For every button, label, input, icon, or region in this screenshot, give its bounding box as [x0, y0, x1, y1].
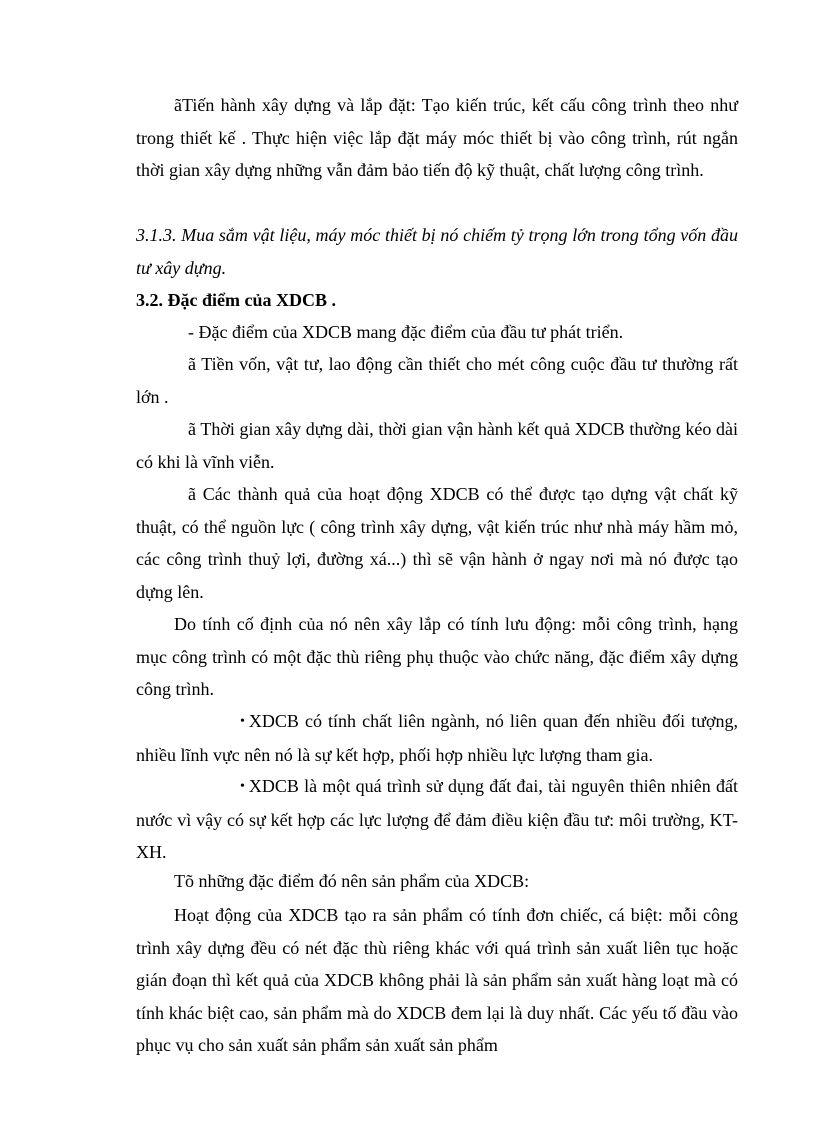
paragraph-fixed-nature: Do tính cố định của nó nên xây lắp có tính lưu động: mỗi công trình, hạng mục công trình có một đặc thù riêng phụ thuộc vào chức năng, đặc điểm xây dựng công trình. [136, 614, 738, 699]
subheading-3-1-3: 3.1.3. Mua sắm vật liệu, máy móc thiết bị nó chiếm tỷ trọng lớn trong tổng vốn đầu tư xây dựng. [136, 225, 738, 278]
paragraph-capital: ã Tiền vốn, vật tư, lao động cần thiết cho mét công cuộc đầu tư thường rất lớn . [136, 354, 738, 407]
bullet-item-land-use: • XDCB là một quá trình sử dụng đất đai, tài nguyên thiên nhiên đất nước vì vậy có sự kết hợp các lực lượng để đảm điều kiện đầu tư: môi trường, KT-XH. [136, 770, 738, 869]
bullet-item-interdisciplinary: • XDCB có tính chất liên ngành, nó liên quan đến nhiều đối tượng, nhiều lĩnh vực nên nó là sự kết hợp, phối hợp nhiều lực lượng tham gia. [136, 705, 738, 771]
paragraph-product-intro: Tõ những đặc điểm đó nên sản phẩm của XDCB: [174, 871, 530, 891]
section-heading-3-2: 3.2. Đặc điểm của XDCB . [136, 290, 336, 310]
paragraph-characteristics-intro: - Đặc điểm của XDCB mang đặc điểm của đầu tư phát triển. [188, 322, 624, 342]
paragraph-results: ã Các thành quả của hoạt động XDCB có thể được tạo dựng vật chất kỹ thuật, có thể nguồn lực ( công trình xây dựng, vật kiến trúc như nhà máy hầm mỏ, các công trình thuỷ lợi, đường xá...) thì sẽ vận hành ở ngay nơi mà nó được tạo dựng lên. [136, 484, 738, 602]
paragraph-construction-installation: ãTiến hành xây dựng và lắp đặt: Tạo kiến trúc, kết cấu công trình theo như trong thiết kế . Thực hiện việc lắp đặt máy móc thiết bị vào công trình, rút ngắn thời gian xây dựng những vẫn đảm bảo tiến độ kỹ thuật, chất lượng công trình. [136, 95, 738, 180]
paragraph-time: ã Thời gian xây dựng dài, thời gian vận hành kết quả XDCB thường kéo dài có khi là vĩnh viễn. [136, 419, 738, 472]
bullet-icon: • [240, 779, 245, 794]
paragraph-product-uniqueness: Hoạt động của XDCB tạo ra sản phẩm có tính đơn chiếc, cá biệt: mỗi công trình xây dựng đều có nét đặc thù riêng khác với quá trình sản xuất liên tục hoặc gián đoạn thì kết quả của XDCB không phải là sản phẩm sản xuất hàng loạt mà có tính khác biệt cao, sản phẩm mà do XDCB đem lại là duy nhất. Các yếu tố đầu vào phục vụ cho sản xuất sản phẩm sản xuất sản phẩm [136, 905, 738, 1055]
bullet-icon: • [240, 714, 245, 729]
